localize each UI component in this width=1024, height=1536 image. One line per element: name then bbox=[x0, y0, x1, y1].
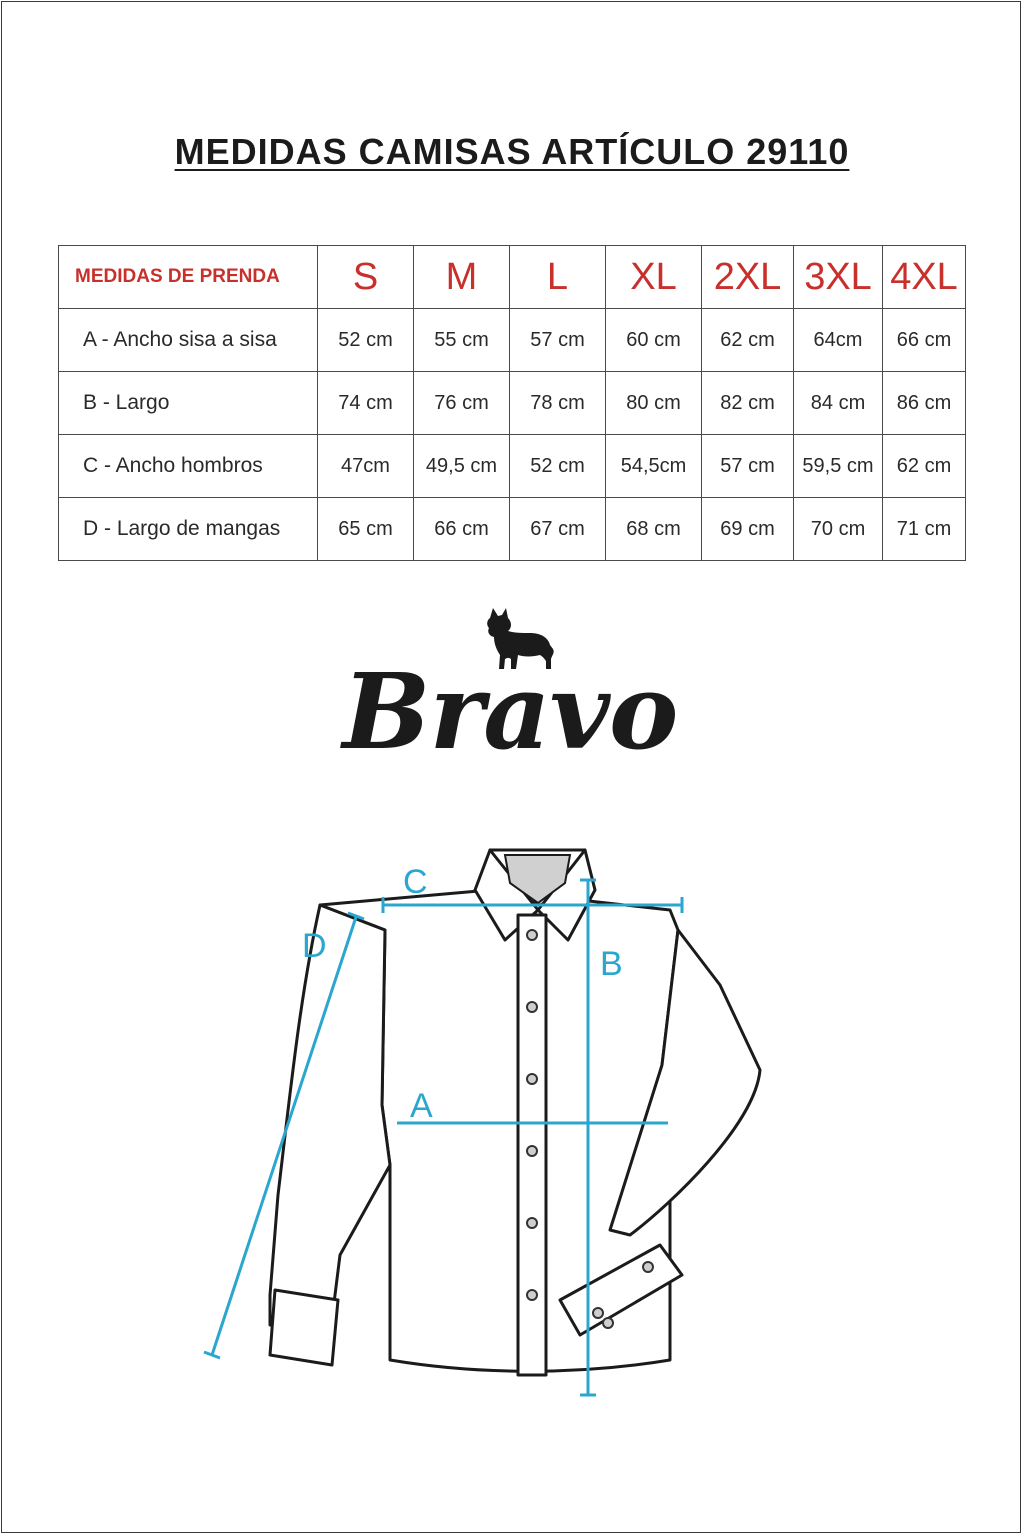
size-3xl: 3XL bbox=[794, 246, 883, 309]
table-cell: 69 cm bbox=[702, 498, 794, 561]
measure-label-d: D bbox=[302, 927, 327, 965]
table-cell: 52 cm bbox=[318, 309, 414, 372]
row-label: B - Largo bbox=[59, 372, 318, 435]
table-cell: 71 cm bbox=[883, 498, 966, 561]
table-cell: 84 cm bbox=[794, 372, 883, 435]
table-cell: 57 cm bbox=[702, 435, 794, 498]
brand-logo bbox=[330, 600, 690, 773]
row-label: A - Ancho sisa a sisa bbox=[59, 309, 318, 372]
size-m: M bbox=[414, 246, 510, 309]
table-cell: 52 cm bbox=[510, 435, 606, 498]
table-row bbox=[59, 372, 966, 435]
page-title: MEDIDAS CAMISAS ARTÍCULO 29110 bbox=[174, 131, 850, 172]
shirt-diagram bbox=[200, 835, 820, 1415]
size-4xl: 4XL bbox=[883, 246, 966, 309]
table-cell: 60 cm bbox=[606, 309, 702, 372]
table-cell: 78 cm bbox=[510, 372, 606, 435]
table-cell: 65 cm bbox=[318, 498, 414, 561]
table-cell: 49,5 cm bbox=[414, 435, 510, 498]
table-row bbox=[59, 498, 966, 561]
row-label: C - Ancho hombros bbox=[59, 435, 318, 498]
table-cell: 66 cm bbox=[414, 498, 510, 561]
row-label: D - Largo de mangas bbox=[59, 498, 318, 561]
table-cell: 55 cm bbox=[414, 309, 510, 372]
table-row bbox=[59, 435, 966, 498]
table-cell: 86 cm bbox=[883, 372, 966, 435]
size-xl: XL bbox=[606, 246, 702, 309]
table-cell: 67 cm bbox=[510, 498, 606, 561]
table-cell: 54,5cm bbox=[606, 435, 702, 498]
measure-label-b: B bbox=[600, 945, 623, 983]
size-l: L bbox=[510, 246, 606, 309]
size-s: S bbox=[318, 246, 414, 309]
table-row bbox=[59, 309, 966, 372]
table-cell: 68 cm bbox=[606, 498, 702, 561]
table-cell: 47cm bbox=[318, 435, 414, 498]
measure-label-c: C bbox=[403, 863, 428, 901]
table-cell: 80 cm bbox=[606, 372, 702, 435]
table-cell: 64cm bbox=[794, 309, 883, 372]
brand-name: Bravo bbox=[342, 650, 678, 773]
table-cell: 66 cm bbox=[883, 309, 966, 372]
table-cell: 62 cm bbox=[883, 435, 966, 498]
table-cell: 62 cm bbox=[702, 309, 794, 372]
size-2xl: 2XL bbox=[702, 246, 794, 309]
header-label: MEDIDAS DE PRENDA bbox=[59, 246, 318, 309]
table-cell: 70 cm bbox=[794, 498, 883, 561]
table-cell: 82 cm bbox=[702, 372, 794, 435]
table-cell: 59,5 cm bbox=[794, 435, 883, 498]
size-chart-table bbox=[58, 245, 966, 561]
table-cell: 74 cm bbox=[318, 372, 414, 435]
table-cell: 57 cm bbox=[510, 309, 606, 372]
table-cell: 76 cm bbox=[414, 372, 510, 435]
shirt-drawing bbox=[200, 835, 820, 1415]
measure-label-a: A bbox=[410, 1087, 433, 1125]
table-header-row bbox=[59, 246, 966, 309]
